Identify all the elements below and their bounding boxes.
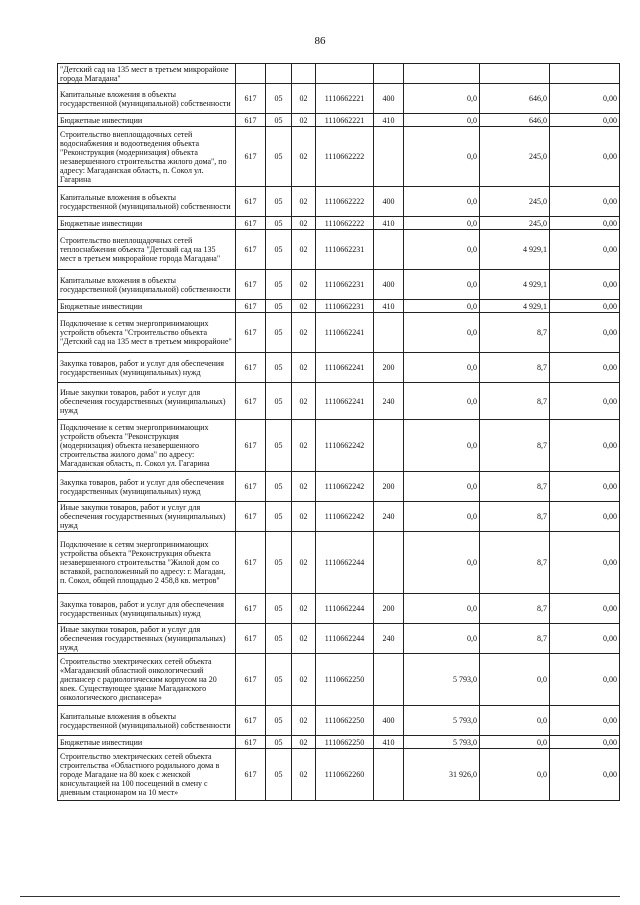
cell-csr: 1110662222	[316, 187, 374, 217]
cell-pr: 02	[292, 187, 316, 217]
cell-ved: 617	[236, 420, 266, 472]
cell-vr	[374, 532, 404, 594]
cell-sum-1: 0,0	[404, 127, 480, 187]
cell-vr: 400	[374, 187, 404, 217]
table-row	[58, 472, 620, 502]
cell-sum-2: 245,0	[480, 127, 550, 187]
cell-name: Подключение к сетям энергопринимающих устройства объекта "Реконструкция объекта незавершенного строительства "Жилой дом со вставкой, расположенный по адресу: г. Магадан, п. Сокол, общей площадью 2 458,8 кв. метров"	[58, 532, 236, 594]
table-row	[58, 383, 620, 420]
cell-sum-1: 5 793,0	[404, 654, 480, 706]
cell-vr: 400	[374, 706, 404, 736]
table-row	[58, 230, 620, 270]
cell-vr	[374, 313, 404, 353]
table-row	[58, 594, 620, 624]
table-row	[58, 187, 620, 217]
cell-pr: 02	[292, 114, 316, 127]
cell-sum-1	[404, 64, 480, 84]
cell-sum-3: 0,00	[550, 420, 620, 472]
table-row	[58, 502, 620, 532]
cell-vr	[374, 230, 404, 270]
cell-ved: 617	[236, 127, 266, 187]
cell-vr	[374, 127, 404, 187]
cell-pr: 02	[292, 270, 316, 300]
cell-sum-1: 31 926,0	[404, 749, 480, 801]
cell-sum-3: 0,00	[550, 472, 620, 502]
cell-sum-1: 0,0	[404, 300, 480, 313]
cell-sum-2: 8,7	[480, 313, 550, 353]
cell-sum-2: 4 929,1	[480, 300, 550, 313]
cell-sum-2: 646,0	[480, 114, 550, 127]
cell-sum-1: 0,0	[404, 187, 480, 217]
cell-rz: 05	[266, 84, 292, 114]
cell-name: Подключение к сетям энергопринимающих устройств объекта "Строительство объекта "Детский сад на 135 мест в третьем микрорайоне"	[58, 313, 236, 353]
cell-ved: 617	[236, 594, 266, 624]
cell-vr: 200	[374, 594, 404, 624]
cell-rz: 05	[266, 270, 292, 300]
cell-sum-1: 0,0	[404, 313, 480, 353]
cell-csr: 1110662241	[316, 313, 374, 353]
cell-sum-1: 5 793,0	[404, 706, 480, 736]
cell-sum-2: 8,7	[480, 532, 550, 594]
cell-name: Строительство внеплощадочных сетей водоснабжения и водоотведения объекта "Реконструкция (модернизация) объекта незавершенного строительства жилого дома", по адресу: Магаданская область, п. Сокол ул. Гагарина	[58, 127, 236, 187]
table-row	[58, 654, 620, 706]
cell-csr: 1110662242	[316, 472, 374, 502]
table-row	[58, 706, 620, 736]
cell-pr: 02	[292, 313, 316, 353]
cell-csr: 1110662244	[316, 594, 374, 624]
cell-name: Иные закупки товаров, работ и услуг для обеспечения государственных (муниципальных) нужд	[58, 624, 236, 654]
cell-sum-3: 0,00	[550, 532, 620, 594]
cell-vr	[374, 749, 404, 801]
footer-rule	[20, 896, 620, 897]
cell-rz: 05	[266, 472, 292, 502]
cell-sum-1: 5 793,0	[404, 736, 480, 749]
cell-sum-1: 0,0	[404, 594, 480, 624]
cell-pr: 02	[292, 420, 316, 472]
cell-rz: 05	[266, 230, 292, 270]
cell-vr: 410	[374, 217, 404, 230]
cell-ved: 617	[236, 353, 266, 383]
cell-rz	[266, 64, 292, 84]
cell-ved: 617	[236, 706, 266, 736]
cell-name: Закупка товаров, работ и услуг для обеспечения государственных (муниципальных) нужд	[58, 472, 236, 502]
cell-sum-3: 0,00	[550, 217, 620, 230]
cell-pr: 02	[292, 217, 316, 230]
cell-name: Бюджетные инвестиции	[58, 114, 236, 127]
cell-pr: 02	[292, 532, 316, 594]
cell-vr: 240	[374, 624, 404, 654]
cell-rz: 05	[266, 532, 292, 594]
cell-vr: 410	[374, 300, 404, 313]
cell-vr: 240	[374, 383, 404, 420]
cell-sum-3: 0,00	[550, 353, 620, 383]
cell-ved: 617	[236, 624, 266, 654]
table-row	[58, 353, 620, 383]
cell-sum-2: 8,7	[480, 420, 550, 472]
cell-ved: 617	[236, 300, 266, 313]
cell-csr: 1110662231	[316, 300, 374, 313]
cell-pr: 02	[292, 654, 316, 706]
table-row	[58, 300, 620, 313]
cell-sum-1: 0,0	[404, 270, 480, 300]
cell-pr: 02	[292, 84, 316, 114]
cell-sum-2: 8,7	[480, 472, 550, 502]
cell-ved: 617	[236, 532, 266, 594]
cell-sum-3: 0,00	[550, 706, 620, 736]
cell-sum-3: 0,00	[550, 230, 620, 270]
cell-sum-2: 0,0	[480, 736, 550, 749]
cell-name: Иные закупки товаров, работ и услуг для обеспечения государственных (муниципальных) нужд	[58, 502, 236, 532]
cell-sum-2: 8,7	[480, 624, 550, 654]
cell-sum-1: 0,0	[404, 532, 480, 594]
cell-csr: 1110662260	[316, 749, 374, 801]
cell-sum-2: 4 929,1	[480, 230, 550, 270]
cell-sum-2: 245,0	[480, 217, 550, 230]
cell-sum-1: 0,0	[404, 217, 480, 230]
cell-rz: 05	[266, 502, 292, 532]
cell-sum-3: 0,00	[550, 313, 620, 353]
cell-sum-1: 0,0	[404, 502, 480, 532]
cell-sum-1: 0,0	[404, 383, 480, 420]
cell-vr: 410	[374, 114, 404, 127]
cell-sum-2: 8,7	[480, 353, 550, 383]
table-row	[58, 270, 620, 300]
cell-name: "Детский сад на 135 мест в третьем микрорайоне города Магадана"	[58, 64, 236, 84]
cell-ved: 617	[236, 383, 266, 420]
cell-vr: 200	[374, 353, 404, 383]
cell-csr: 1110662222	[316, 127, 374, 187]
cell-rz: 05	[266, 654, 292, 706]
cell-sum-3: 0,00	[550, 300, 620, 313]
cell-sum-3: 0,00	[550, 736, 620, 749]
cell-vr: 240	[374, 502, 404, 532]
cell-pr: 02	[292, 230, 316, 270]
cell-ved: 617	[236, 270, 266, 300]
cell-ved: 617	[236, 84, 266, 114]
cell-name: Капитальные вложения в объекты государственной (муниципальной) собственности	[58, 84, 236, 114]
cell-sum-3: 0,00	[550, 270, 620, 300]
cell-name: Строительство внеплощадочных сетей теплоснабжения объекта "Детский сад на 135 мест в третьем микрорайоне города Магадана"	[58, 230, 236, 270]
cell-vr	[374, 64, 404, 84]
cell-pr: 02	[292, 502, 316, 532]
cell-ved: 617	[236, 749, 266, 801]
cell-sum-3: 0,00	[550, 594, 620, 624]
cell-pr: 02	[292, 594, 316, 624]
cell-name: Бюджетные инвестиции	[58, 736, 236, 749]
cell-rz: 05	[266, 217, 292, 230]
cell-vr: 400	[374, 84, 404, 114]
table-row	[58, 217, 620, 230]
table-row	[58, 64, 620, 84]
cell-sum-3: 0,00	[550, 502, 620, 532]
table-row	[58, 749, 620, 801]
cell-sum-3: 0,00	[550, 127, 620, 187]
page-number: 86	[314, 35, 326, 47]
cell-rz: 05	[266, 624, 292, 654]
cell-pr: 02	[292, 300, 316, 313]
table-row	[58, 114, 620, 127]
cell-vr: 410	[374, 736, 404, 749]
cell-ved: 617	[236, 654, 266, 706]
cell-pr: 02	[292, 353, 316, 383]
table-row	[58, 84, 620, 114]
cell-sum-3: 0,00	[550, 654, 620, 706]
cell-csr: 1110662250	[316, 706, 374, 736]
cell-name: Закупка товаров, работ и услуг для обеспечения государственных (муниципальных) нужд	[58, 594, 236, 624]
cell-rz: 05	[266, 127, 292, 187]
table-row	[58, 624, 620, 654]
cell-sum-1: 0,0	[404, 472, 480, 502]
cell-pr: 02	[292, 624, 316, 654]
cell-sum-1: 0,0	[404, 624, 480, 654]
cell-sum-2: 646,0	[480, 84, 550, 114]
cell-name: Бюджетные инвестиции	[58, 217, 236, 230]
cell-sum-3: 0,00	[550, 187, 620, 217]
cell-csr: 1110662242	[316, 420, 374, 472]
cell-sum-1: 0,0	[404, 84, 480, 114]
cell-name: Бюджетные инвестиции	[58, 300, 236, 313]
cell-csr: 1110662244	[316, 624, 374, 654]
cell-sum-2: 8,7	[480, 502, 550, 532]
cell-ved: 617	[236, 217, 266, 230]
cell-rz: 05	[266, 187, 292, 217]
cell-pr: 02	[292, 749, 316, 801]
cell-rz: 05	[266, 749, 292, 801]
cell-name: Капитальные вложения в объекты государственной (муниципальной) собственности	[58, 187, 236, 217]
cell-ved: 617	[236, 313, 266, 353]
cell-sum-3	[550, 64, 620, 84]
table-row	[58, 127, 620, 187]
cell-vr: 200	[374, 472, 404, 502]
cell-csr: 1110662231	[316, 270, 374, 300]
cell-name: Иные закупки товаров, работ и услуг для обеспечения государственных (муниципальных) нужд	[58, 383, 236, 420]
cell-csr: 1110662242	[316, 502, 374, 532]
cell-csr: 1110662244	[316, 532, 374, 594]
cell-name: Капитальные вложения в объекты государственной (муниципальной) собственности	[58, 706, 236, 736]
cell-pr: 02	[292, 383, 316, 420]
cell-sum-1: 0,0	[404, 114, 480, 127]
cell-ved: 617	[236, 472, 266, 502]
cell-ved: 617	[236, 187, 266, 217]
cell-sum-3: 0,00	[550, 383, 620, 420]
cell-rz: 05	[266, 300, 292, 313]
cell-sum-3: 0,00	[550, 749, 620, 801]
cell-sum-2: 8,7	[480, 383, 550, 420]
cell-rz: 05	[266, 313, 292, 353]
cell-sum-2: 0,0	[480, 706, 550, 736]
cell-pr: 02	[292, 127, 316, 187]
cell-sum-3: 0,00	[550, 84, 620, 114]
cell-csr: 1110662250	[316, 654, 374, 706]
cell-rz: 05	[266, 706, 292, 736]
cell-sum-1: 0,0	[404, 230, 480, 270]
cell-sum-1: 0,0	[404, 420, 480, 472]
cell-pr: 02	[292, 472, 316, 502]
cell-csr: 1110662241	[316, 383, 374, 420]
cell-sum-3: 0,00	[550, 624, 620, 654]
cell-pr	[292, 64, 316, 84]
cell-ved: 617	[236, 230, 266, 270]
cell-csr: 1110662222	[316, 217, 374, 230]
table-body	[58, 64, 620, 801]
cell-sum-2: 245,0	[480, 187, 550, 217]
cell-csr: 1110662221	[316, 84, 374, 114]
cell-pr: 02	[292, 736, 316, 749]
cell-rz: 05	[266, 114, 292, 127]
cell-sum-2: 8,7	[480, 594, 550, 624]
budget-table	[57, 63, 620, 801]
cell-rz: 05	[266, 594, 292, 624]
cell-ved	[236, 64, 266, 84]
table-row	[58, 532, 620, 594]
cell-csr: 1110662241	[316, 353, 374, 383]
cell-vr	[374, 654, 404, 706]
cell-sum-2: 0,0	[480, 749, 550, 801]
cell-ved: 617	[236, 502, 266, 532]
cell-rz: 05	[266, 420, 292, 472]
cell-csr: 1110662221	[316, 114, 374, 127]
cell-csr: 1110662250	[316, 736, 374, 749]
cell-name: Закупка товаров, работ и услуг для обеспечения государственных (муниципальных) нужд	[58, 353, 236, 383]
cell-rz: 05	[266, 736, 292, 749]
table-row	[58, 420, 620, 472]
cell-ved: 617	[236, 114, 266, 127]
cell-sum-3: 0,00	[550, 114, 620, 127]
cell-name: Строительство электрических сетей объекта строительства «Областного родильного дома в городе Магадане на 80 коек с женской консультацией на 100 посещений в смену с дневным стационаром на 10 мест»	[58, 749, 236, 801]
cell-csr: 1110662231	[316, 230, 374, 270]
cell-sum-1: 0,0	[404, 353, 480, 383]
table-row	[58, 313, 620, 353]
cell-name: Капитальные вложения в объекты государственной (муниципальной) собственности	[58, 270, 236, 300]
cell-sum-2: 0,0	[480, 654, 550, 706]
cell-ved: 617	[236, 736, 266, 749]
cell-sum-2	[480, 64, 550, 84]
cell-rz: 05	[266, 353, 292, 383]
cell-vr	[374, 420, 404, 472]
table-row	[58, 736, 620, 749]
cell-csr	[316, 64, 374, 84]
cell-name: Строительство электрических сетей объекта «Магаданский областной онкологический диспансер с радиологическим корпусом на 20 коек. Существующее здание Магаданского онкологического диспансера»	[58, 654, 236, 706]
cell-vr: 400	[374, 270, 404, 300]
cell-sum-2: 4 929,1	[480, 270, 550, 300]
cell-pr: 02	[292, 706, 316, 736]
cell-name: Подключение к сетям энергопринимающих устройств объекта "Реконструкция (модернизация) объекта незавершенного строительства жилого дома" по адресу: Магаданская область, п. Сокол ул. Гагарина	[58, 420, 236, 472]
cell-rz: 05	[266, 383, 292, 420]
